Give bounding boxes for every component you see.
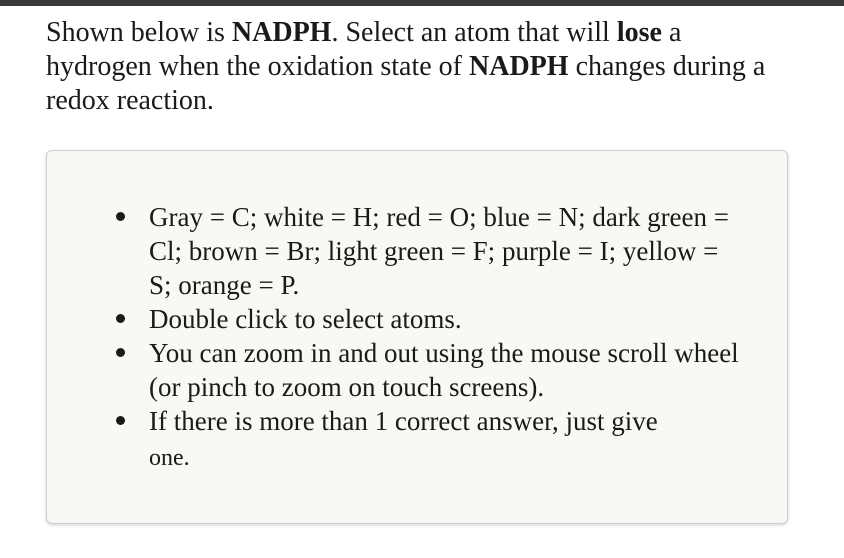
- question-part-2: . Select an atom that will: [331, 17, 617, 48]
- question-bold-lose: lose: [616, 17, 662, 48]
- question-part-1: Shown below is: [46, 17, 232, 48]
- instruction-double-click: [100, 302, 740, 336]
- instruction-text: If there is more than 1 correct answer, just give: [149, 406, 658, 436]
- instructions-list: [100, 200, 740, 476]
- bullet-icon: [116, 416, 125, 425]
- top-border: [0, 0, 844, 6]
- instruction-zoom: [100, 336, 740, 404]
- bullet-icon: [116, 314, 125, 323]
- instruction-color-key: [100, 200, 740, 302]
- instruction-tail-text: one.: [149, 445, 190, 471]
- question-part-4: changes during a redox reaction.: [46, 51, 766, 116]
- question-bold-nadph-1: NADPH: [231, 17, 332, 48]
- bullet-icon: [116, 212, 125, 221]
- instruction-multiple-answers: [100, 404, 740, 476]
- bullet-icon: [116, 348, 125, 357]
- instruction-text: Gray = C; white = H; red = O; blue = N; dark green = Cl; brown = Br; light green = F; purple = I; yellow = S; orange = P.: [149, 202, 729, 300]
- question-text: [46, 16, 786, 118]
- instruction-text: Double click to select atoms.: [149, 304, 462, 334]
- question-bold-nadph-2: NADPH: [469, 51, 569, 82]
- instruction-text: You can zoom in and out using the mouse scroll wheel (or pinch to zoom on touch screens).: [149, 338, 739, 402]
- question-part-3: a hydrogen when the oxidation state of: [46, 17, 682, 82]
